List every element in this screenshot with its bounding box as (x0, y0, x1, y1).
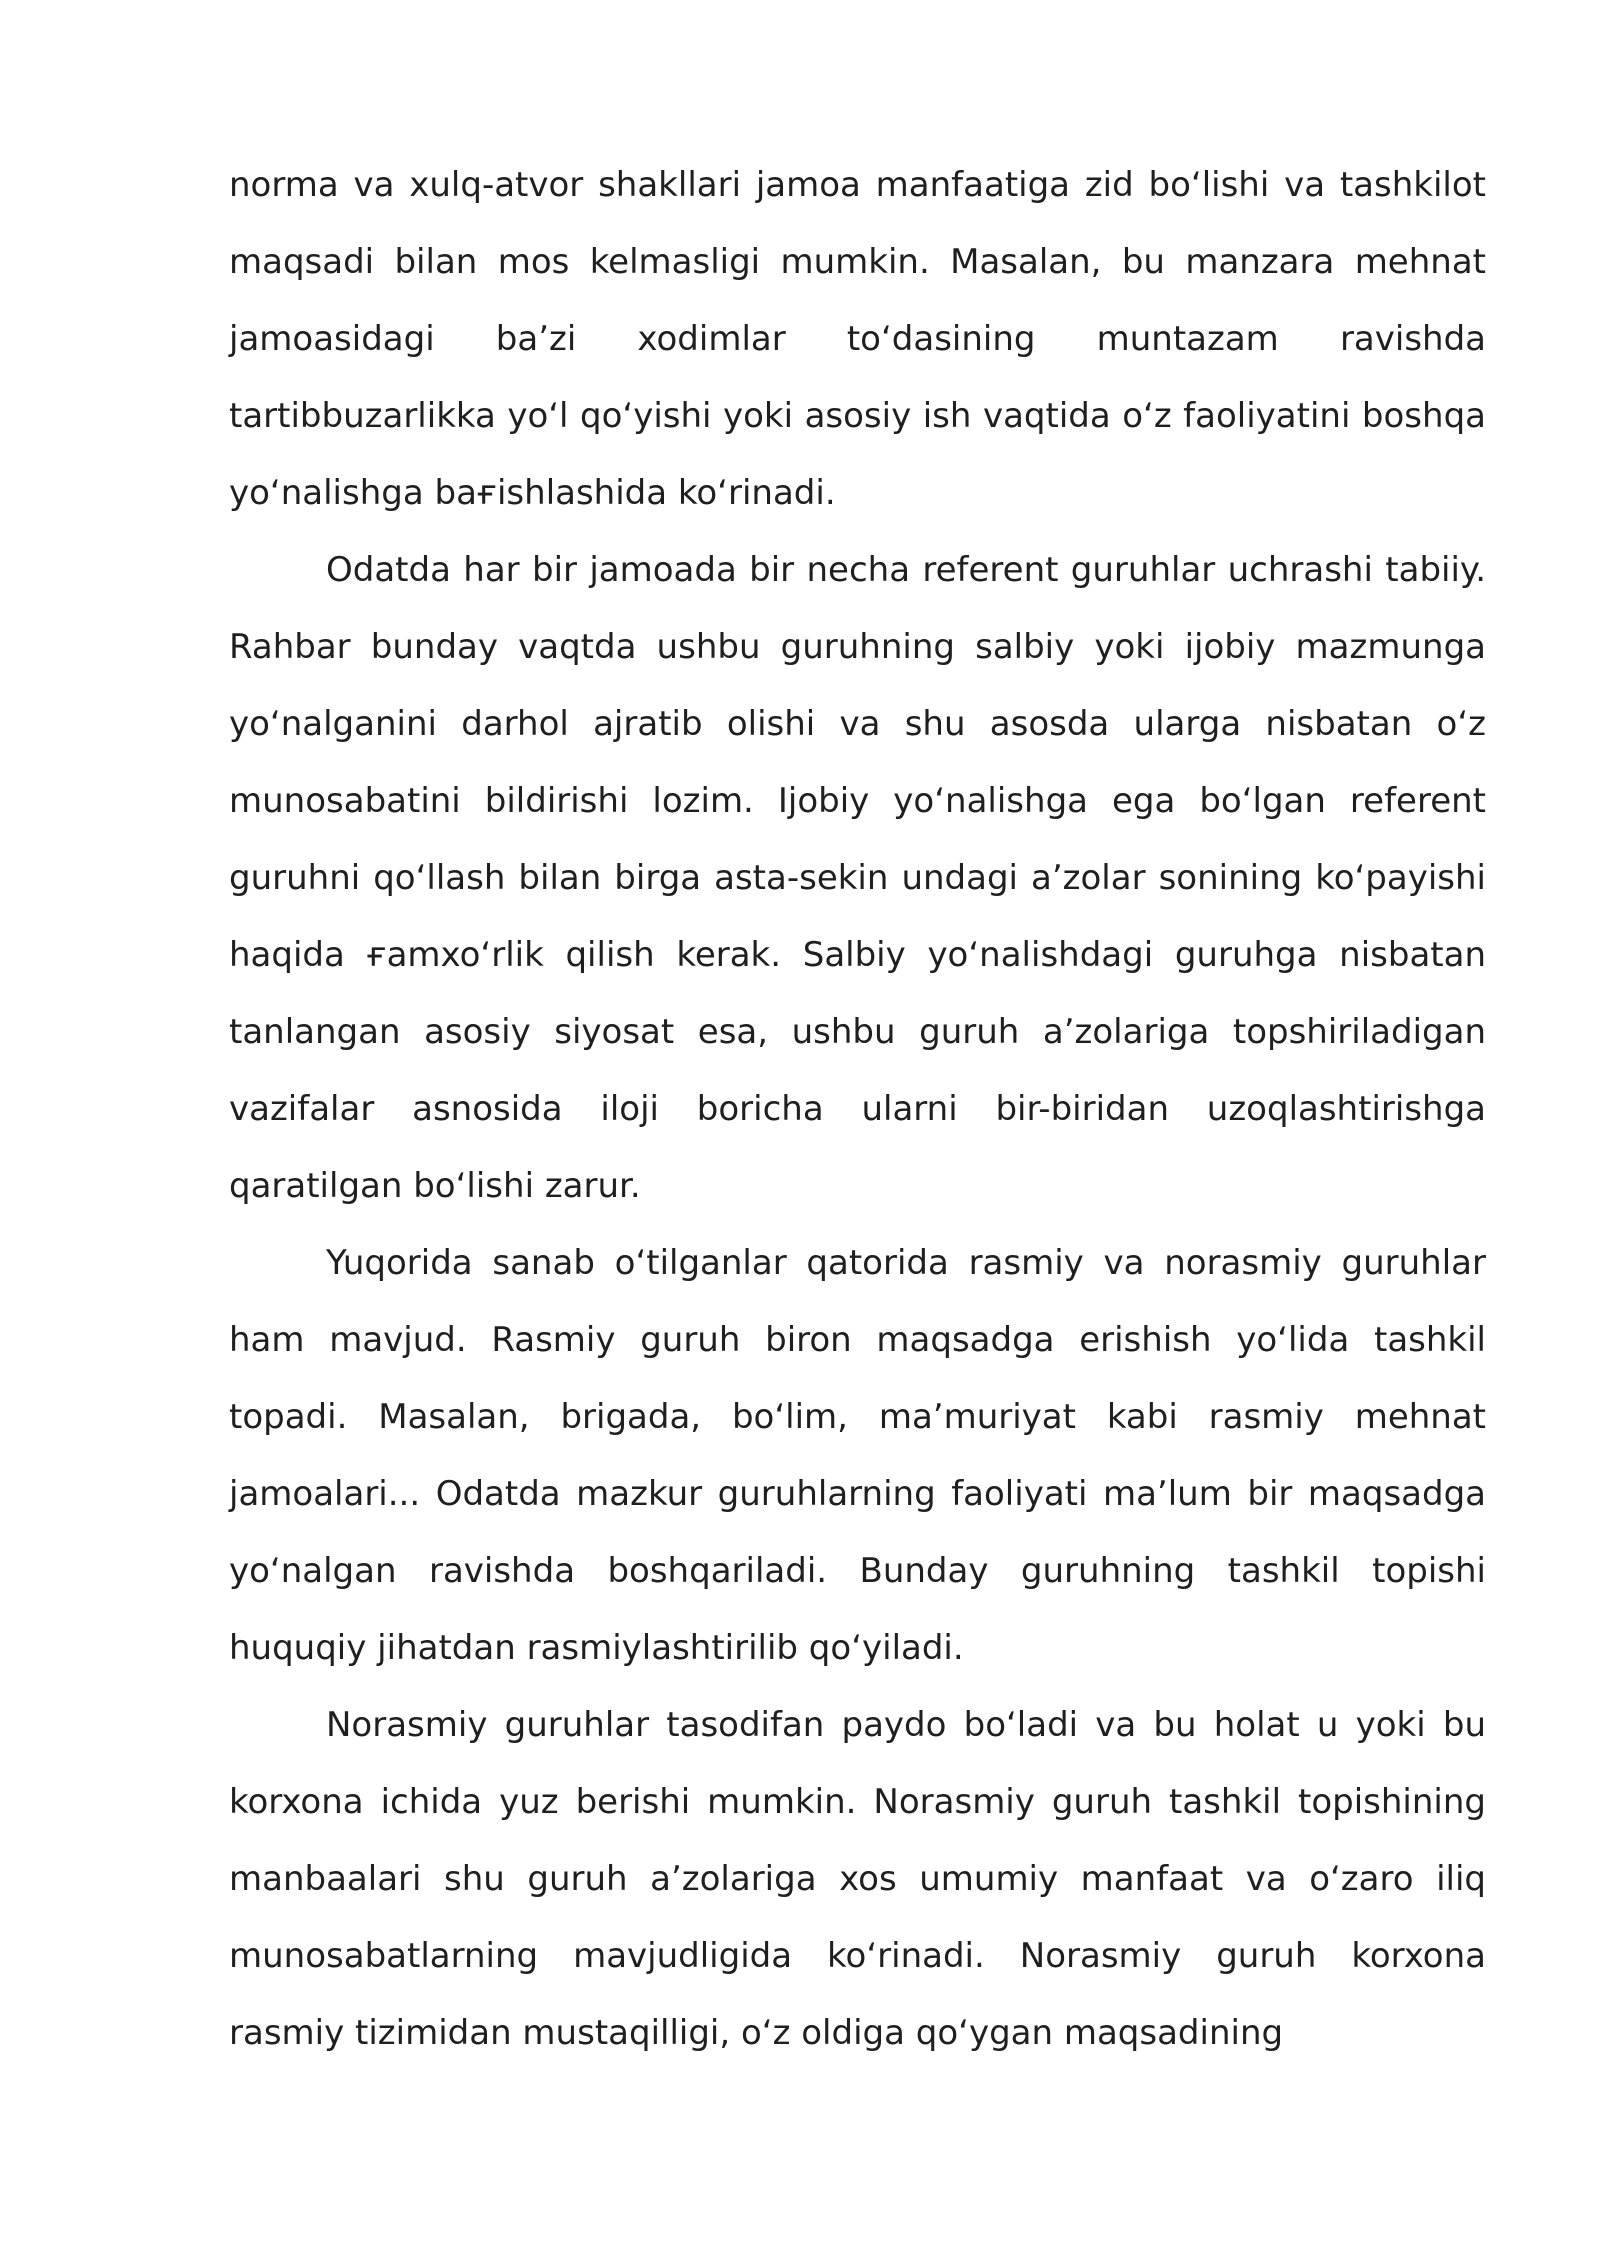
document-body (229, 147, 1486, 2072)
paragraph-formal-groups: Yuqorida sanab o‘tilganlar qatorida rasmiy va norasmiy guruhlar ham mavjud. Rasmiy guruh biron maqsadga erishish yo‘lida tashkil topadi. Masalan, brigada, bo‘lim, ma’muriyat kabi rasmiy mehnat jamoalari... Odatda mazkur guruhlarning faoliyati ma’lum bir maqsadga yo‘nalgan ravishda boshqariladi. Bunday guruhning tashkil topishi huquqiy jihatdan rasmiylashtirilib qo‘yiladi. (229, 1243, 1486, 1668)
paragraph-continuation: norma va xulq-atvor shakllari jamoa manfaatiga zid bo‘lishi va tashkilot maqsadi bilan mos kelmasligi mumkin. Masalan, bu manzara mehnat jamoasidagi ba’zi xodimlar to‘dasining muntazam ravishda tartibbuzarlikka yo‘l qo‘yishi yoki asosiy ish vaqtida o‘z faoliyatini boshqa yo‘nalishga baғishlashida ko‘rinadi. (229, 165, 1486, 513)
paragraph-referent-groups: Odatda har bir jamoada bir necha referent guruhlar uchrashi tabiiy. Rahbar bunday vaqtda ushbu guruhning salbiy yoki ijobiy mazmunga yo‘nalganini darhol ajratib olishi va shu asosda ularga nisbatan o‘z munosabatini bildirishi lozim. Ijobiy yo‘nalishga ega bo‘lgan referent guruhni qo‘llash bilan birga asta-sekin undagi a’zolar sonining ko‘payishi haqida ғamxo‘rlik qilish kerak. Salbiy yo‘nalishdagi guruhga nisbatan tanlangan asosiy siyosat esa, ushbu guruh a’zolariga topshiriladigan vazifalar asnosida iloji boricha ularni bir-biridan uzoqlashtirishga qaratilgan bo‘lishi zarur. (229, 550, 1486, 1206)
paragraph-informal-groups: Norasmiy guruhlar tasodifan paydo bo‘ladi va bu holat u yoki bu korxona ichida yuz berishi mumkin. Norasmiy guruh tashkil topishining manbaalari shu guruh a’zolariga xos umumiy manfaat va o‘zaro iliq munosabatlarning mavjudligida ko‘rinadi. Norasmiy guruh korxona rasmiy tizimidan mustaqilligi, o‘z oldiga qo‘ygan maqsadining (229, 1705, 1486, 2053)
